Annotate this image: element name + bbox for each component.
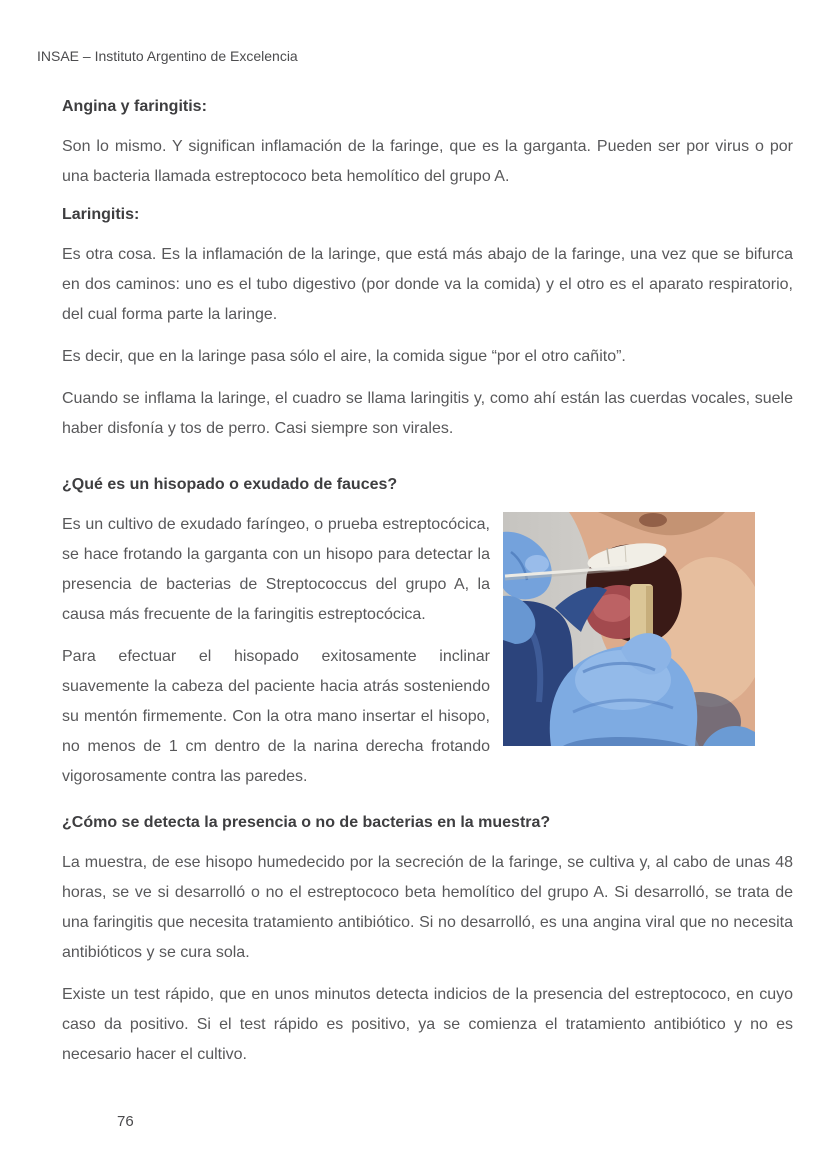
document-header: INSAE – Instituto Argentino de Excelencia (37, 48, 298, 64)
paragraph: Es otra cosa. Es la inflamación de la laringe, que está más abajo de la faringe, una vez que se bifurca en dos caminos: uno es el tubo digestivo (por donde va la comida) y el otro es el aparato respiratorio, del cual forma parte la laringe. (62, 246, 793, 323)
heading-angina-faringitis: Angina y faringitis: (62, 98, 207, 115)
heading-laringitis: Laringitis: (62, 206, 140, 223)
paragraph: Cuando se inflama la laringe, el cuadro se llama laringitis y, como ahí están las cuerdas vocales, suele haber disfonía y tos de perro. Casi siempre son virales. (62, 390, 793, 437)
paragraph: La muestra, de ese hisopo humedecido por la secreción de la faringe, se cultiva y, al cabo de unas 48 horas, se ve si desarrolló o no el estreptococo beta hemolítico del grupo A. Si desarrolló, se trata de una faringitis que necesita tratamiento antibiótico. Si no desarrolló, es una angina viral que no necesita antibióticos y se cura sola. (62, 854, 793, 961)
page-number: 76 (117, 1113, 134, 1130)
heading-hisopado: ¿Qué es un hisopado o exudado de fauces? (62, 476, 398, 493)
throat-swab-illustration (503, 512, 755, 746)
paragraph: Es un cultivo de exudado faríngeo, o prueba estreptocócica, se hace frotando la garganta con un hisopo para detectar la presencia de bacterias de Streptococcus del grupo A, la causa más frecuente de la faringitis estreptocócica. (62, 516, 490, 623)
paragraph: Para efectuar el hisopado exitosamente inclinar suavemente la cabeza del paciente hacia atrás sosteniendo su mentón firmemente. Con la otra mano insertar el hisopo, no menos de 1 cm dentro de la narina derecha frotando vigorosamente contra las paredes. (62, 648, 490, 785)
heading-deteccion-bacterias: ¿Cómo se detecta la presencia o no de bacterias en la muestra? (62, 814, 551, 831)
paragraph: Es decir, que en la laringe pasa sólo el aire, la comida sigue “por el otro cañito”. (62, 348, 626, 365)
paragraph: Son lo mismo. Y significan inflamación de la faringe, que es la garganta. Pueden ser por virus o por una bacteria llamada estreptococo beta hemolítico del grupo A. (62, 138, 793, 185)
paragraph: Existe un test rápido, que en unos minutos detecta indicios de la presencia del estreptococo, en cuyo caso da positivo. Si el test rápido es positivo, ya se comienza el tratamiento antibiótico y no es necesario hacer el cultivo. (62, 986, 793, 1063)
nostril (639, 513, 667, 527)
throat-swab-photo (503, 512, 755, 746)
glove-finger-highlight (525, 555, 549, 573)
